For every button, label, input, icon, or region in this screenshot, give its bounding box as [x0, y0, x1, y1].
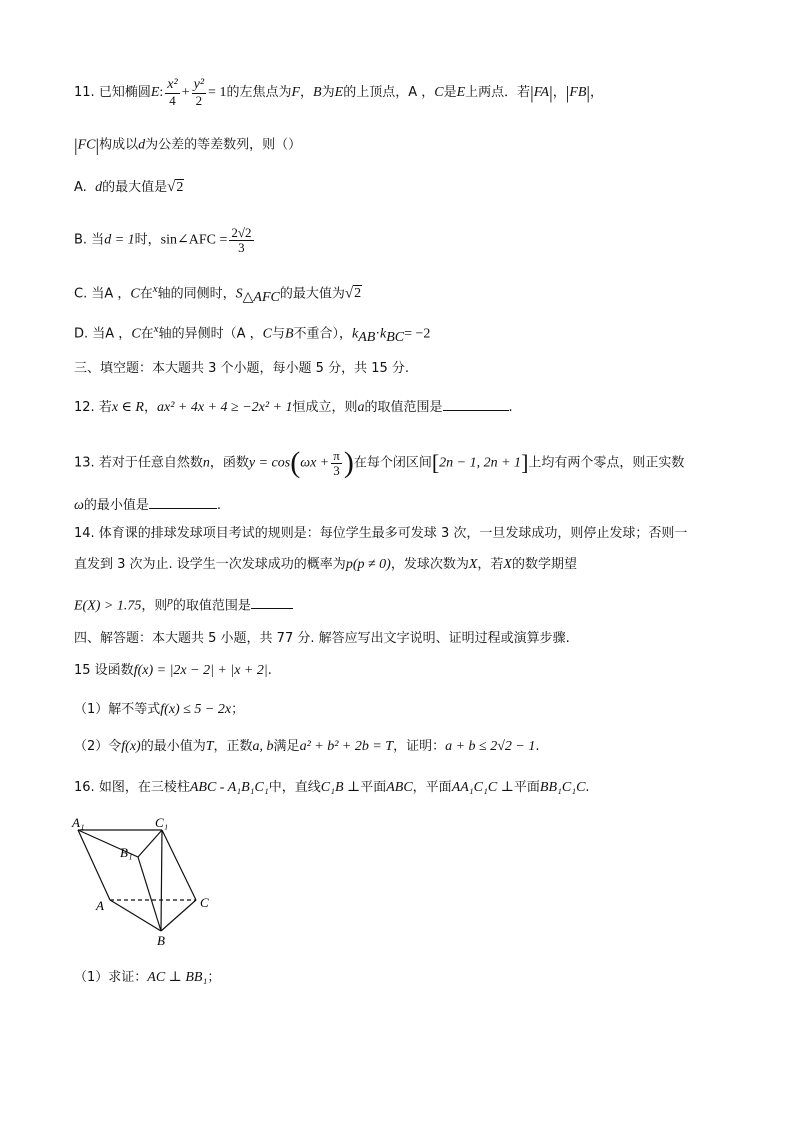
q16-part1: （1）求证：AC ⊥ BB₁；	[74, 970, 221, 985]
q14-line3: E(X) > 1.75，则$^p$的取值范围是	[74, 596, 293, 613]
label-c1: C₁	[155, 815, 169, 830]
q11-optb-frac: $\frac{2√2}{3}$	[231, 225, 252, 255]
q11-FC: FC	[77, 137, 96, 153]
q11-option-c: C. 当A ，C在$^x$轴的同侧时，$S_{\triangle AFC}$的最大值为√2	[74, 283, 362, 305]
q13-interval: 2n − 1, 2n + 1	[439, 455, 522, 471]
q12-inequality: ax² + 4x + 4 ≥ −2x² + 1	[157, 400, 293, 415]
q11-frac-x: $\frac{\text{x²}}{4}$	[167, 77, 178, 108]
section4-heading: 四、解答题：本大题共 5 小题，共 77 分. 解答应写出文字说明、证明过程或演算步骤.	[74, 631, 570, 646]
edge-b1-b	[138, 857, 161, 931]
label-a: A	[96, 898, 104, 913]
label-b1: B₁	[120, 845, 133, 860]
q11-intro: 已知椭圆	[98, 85, 151, 101]
q15-part1: （1）解不等式f(x) ≤ 5 − 2x；	[74, 702, 245, 717]
q11-FA: FA	[533, 85, 550, 101]
label-b: B	[157, 933, 165, 948]
q15-line: 15 设函数f(x) = |2x − 2| + |x + 2|.	[74, 663, 272, 678]
q11-option-b: B. 当d = 1时，sin∠AFC = $\frac{2√2}{3}$	[74, 225, 252, 255]
q13-line2: ω的最小值是 .	[74, 498, 222, 513]
q11-line1: 11. 已知椭圆E: $\frac{\text{x²}}{4}$ + $\frac{\text{y²}}{2}$ = 1的左焦点为F，B为E的上顶点，A ，C是E上两点．若|FA|，|FB|，	[74, 77, 604, 108]
q11-line2: |FC|构成以d为公差的等差数列，则（）	[74, 135, 302, 155]
q15-function: f(x) = |2x − 2| + |x + 2|	[133, 663, 268, 678]
q11-FB: FB	[569, 85, 587, 101]
q13-line1: 13. 若对于任意自然数n，函数y = cos(ωx + $\frac{\pi}{3}$ )在每个闭区间[2n − 1, 2n + 1]上均有两个零点，则正实数	[74, 446, 685, 479]
q13-pi-frac: $\frac{\pi}{3}$	[333, 447, 340, 478]
q12-line: 12. 若x ∈ R，ax² + 4x + 4 ≥ −2x² + 1恒成立，则a的取值范围是 .	[74, 400, 513, 415]
q14-line2: 直发到 3 次为止. 设学生一次发球成功的概率为p(p ≠ 0)，发球次数为X，若X的数学期望	[74, 557, 577, 572]
q11-option-a: A. d的最大值是√2	[74, 179, 184, 195]
q13-answer-blank	[149, 496, 217, 509]
q11-frac-y: $\frac{\text{y²}}{2}$	[193, 77, 205, 108]
prism-figure	[66, 813, 226, 953]
edge-b-c	[161, 900, 196, 931]
label-a1: A₁	[72, 815, 85, 830]
edge-b1-c1	[138, 830, 162, 857]
edge-a1-a	[78, 830, 110, 900]
q14-answer-blank	[251, 596, 293, 609]
q15-part2: （2）令f(x)的最小值为T，正数a, b满足a² + b² + 2b = T，证明：a + b ≤ 2√2 − 1.	[74, 739, 540, 754]
edge-c1-c	[162, 830, 196, 900]
edge-c1-b	[161, 830, 162, 931]
label-c: C	[200, 895, 209, 910]
q12-answer-blank	[443, 398, 509, 411]
q11-option-d: D. 当A ，C在$^x$轴的异侧时（A ，C与B不重合），$k_{AB}\cdot k_{BC}= -2$	[74, 323, 431, 345]
q16-line: 16. 如图，在三棱柱ABC - A₁B₁C₁中，直线C₁B ⊥平面ABC，平面AA₁C₁C ⊥平面BB₁C₁C.	[74, 780, 590, 795]
q14-line1: 14. 体育课的排球发球项目考试的规则是：每位学生最多可发球 3 次，一旦发球成功，则停止发球；否则一	[74, 526, 688, 541]
q11-number: 11.	[74, 85, 95, 101]
section3-heading: 三、填空题：本大题共 3 个小题，每小题 5 分，共 15 分.	[74, 361, 410, 376]
